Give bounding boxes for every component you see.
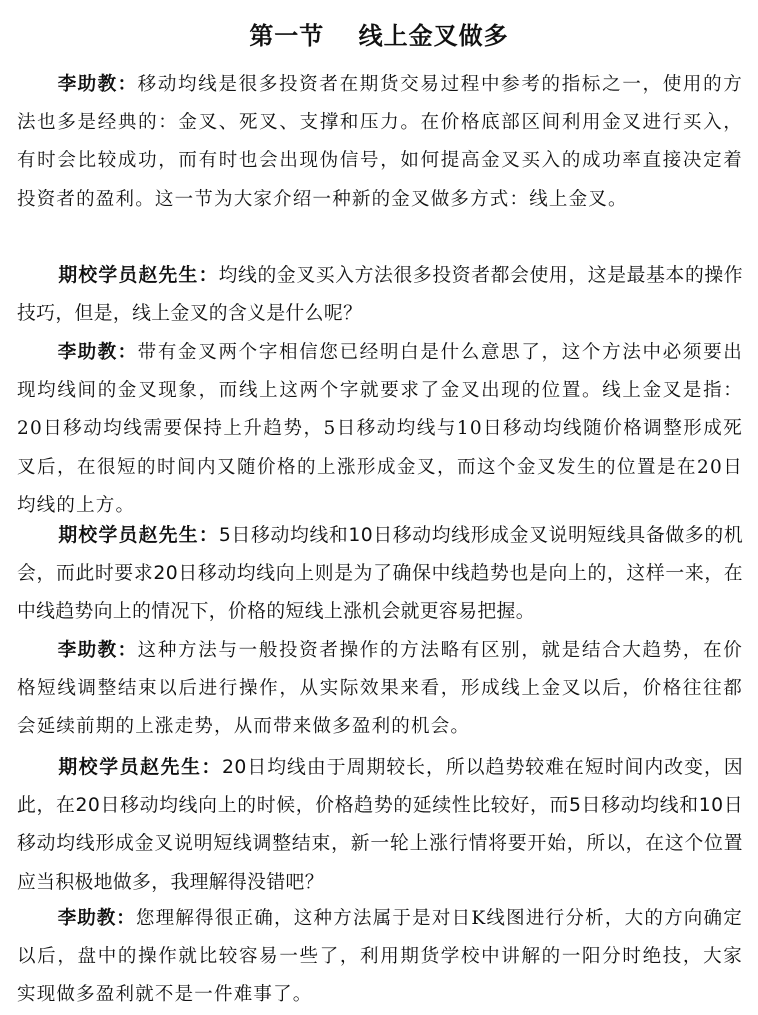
dialogue-paragraph-7 bbox=[17, 900, 743, 1015]
dialogue-paragraph-4 bbox=[17, 517, 743, 632]
speaker-label: 李助教： bbox=[57, 640, 138, 661]
dialogue-text: 这种方法与一般投资者操作的方法略有区别，就是结合大趋势，在价格短线调整结束以后进行操作，从实际效果来看，形成线上金叉以后，价格往往都会延续前期的上涨走势，从而带来做多盈利的机会。 bbox=[17, 640, 743, 738]
speaker-label: 期校学员赵先生： bbox=[58, 757, 222, 778]
dialogue-text: 您理解得很正确，这种方法属于是对日K线图进行分析，大的方向确定以后，盘中的操作就比较容易一些了，利用期货学校中讲解的一阳分时绝技，大家实现做多盈利就不是一件难事了。 bbox=[17, 908, 743, 1006]
section-title: 第一节 线上金叉做多 bbox=[249, 22, 509, 51]
speaker-label: 李助教： bbox=[57, 342, 138, 363]
dialogue-paragraph-3 bbox=[17, 334, 743, 525]
dialogue-text: 均线的金叉买入方法很多投资者都会使用，这是最基本的操作技巧，但是，线上金叉的含义是什么呢？ bbox=[17, 265, 743, 325]
dialogue-paragraph-2 bbox=[17, 257, 743, 333]
dialogue-text: 5日移动均线和10日移动均线形成金叉说明短线具备做多的机会，而此时要求20日移动均线向上则是为了确保中线趋势也是向上的，这样一来，在中线趋势向上的情况下，价格的短线上涨机会就更容易把握。 bbox=[17, 525, 744, 623]
speaker-label: 期校学员赵先生： bbox=[58, 525, 219, 546]
dialogue-text: 带有金叉两个字相信您已经明白是什么意思了，这个方法中必须要出现均线间的金叉现象，而线上这两个字就要求了金叉出现的位置。线上金叉是指：20日移动均线需要保持上升趋势，5日移动均线与10日移动均线随价格调整形成死叉后，在很短的时间内又随价格的上涨形成金叉，而这个金叉发生的位置是在20日均线的上方。 bbox=[17, 342, 743, 516]
speaker-label: 李助教： bbox=[57, 74, 138, 95]
speaker-label: 期校学员赵先生： bbox=[58, 265, 219, 286]
dialogue-paragraph-6 bbox=[17, 749, 743, 902]
dialogue-paragraph-1 bbox=[17, 66, 743, 219]
dialogue-paragraph-5 bbox=[17, 632, 743, 747]
speaker-label: 李助教： bbox=[57, 908, 136, 929]
dialogue-text: 20日均线由于周期较长，所以趋势较难在短时间内改变，因此，在20日移动均线向上的时候，价格趋势的延续性比较好，而5日移动均线和10日移动均线形成金叉说明短线调整结束，新一轮上涨行情将要开始，所以，在这个位置应当积极地做多，我理解得没错吧？ bbox=[17, 757, 743, 893]
dialogue-text: 移动均线是很多投资者在期货交易过程中参考的指标之一，使用的方法也多是经典的：金叉、死叉、支撑和压力。在价格底部区间利用金叉进行买入，有时会比较成功，而有时也会出现伪信号，如何提高金叉买入的成功率直接决定着投资者的盈利。这一节为大家介绍一种新的金叉做多方式：线上金叉。 bbox=[17, 74, 743, 210]
